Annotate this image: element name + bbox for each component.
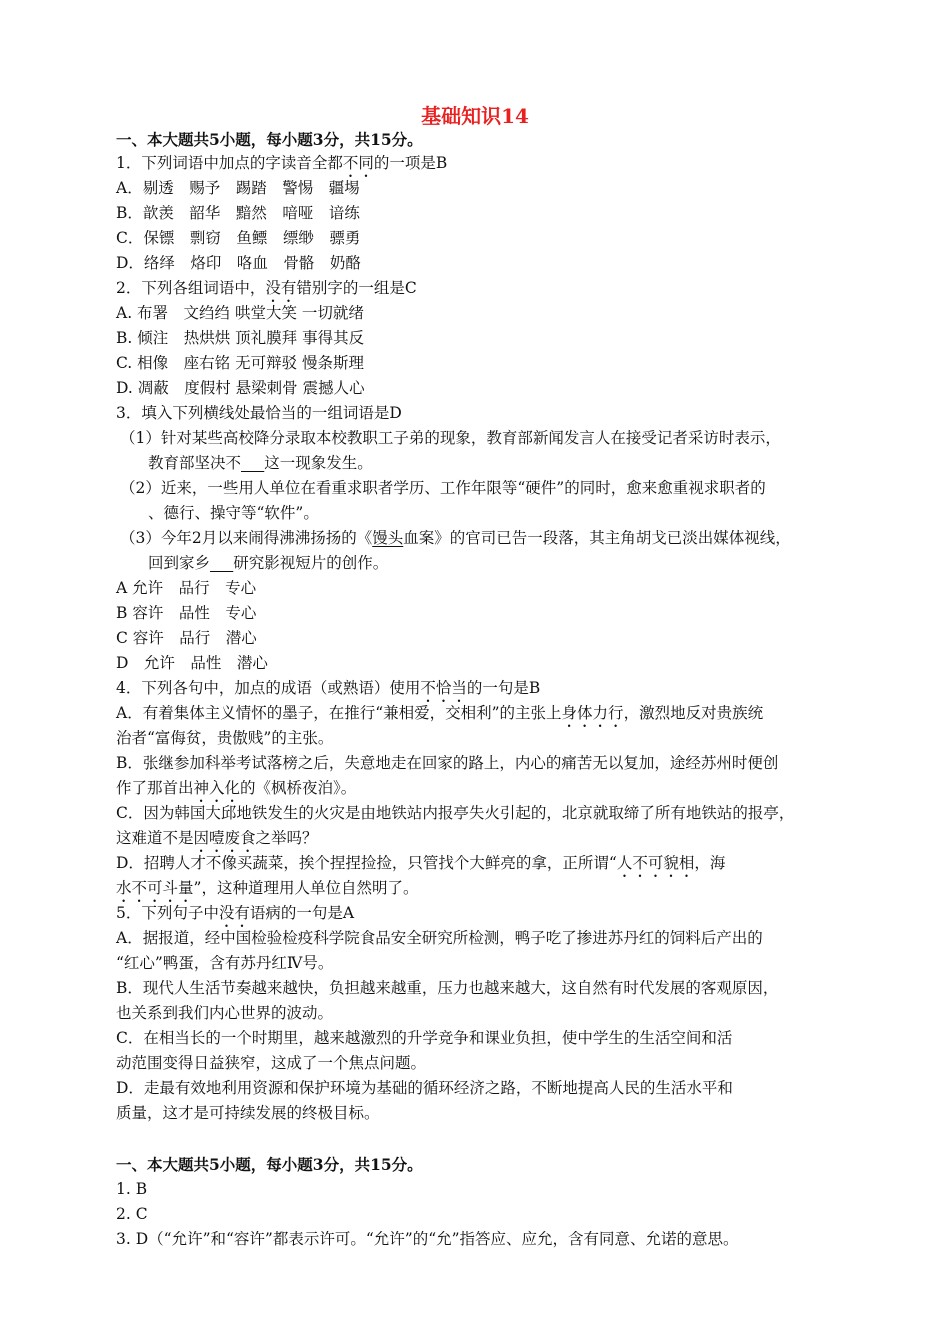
question-3-sentence-3-cont: 回到家乡 研究影视短片的创作。 [148,554,389,572]
question-2-option-d: D. 凋蔽 度假村 悬梁刺骨 震撼人心 [116,379,365,397]
question-4-option-d-cont: 水不可斗量”，这种道理用人单位自然明了。 [116,879,419,897]
question-5-option-c: C．在相当长的一个时期里，越来越激烈的升学竞争和课业负担，使中学生的生活空间和活 [116,1029,733,1047]
question-2-stem: 2．下列各组词语中，没有错别字的一组是C [116,279,417,297]
question-1-option-c: C．保镖 剽窃 鱼鳔 缥缈 骠勇 [116,229,361,247]
emphasis-dotted-text: 不同 [342,154,374,172]
question-3-option-b: B 容许 品性 专心 [116,604,257,622]
question-3-option-a: A 允许 品行 专心 [116,579,257,597]
question-2-option-c: C. 相像 座右铭 无可辩驳 慢条斯理 [116,354,365,372]
question-4-option-b-cont: 作了那首出神入化的《枫桥夜泊》。 [116,779,357,797]
question-3-stem: 3．填入下列横线处最恰当的一组词语是D [116,404,402,422]
question-2-option-b: B. 倾注 热烘烘 顶礼膜拜 事得其反 [116,329,365,347]
question-4-option-a-cont: 治者“富侮贫，贵傲贱”的主张。 [116,729,334,747]
emphasis-dotted-text: 没有 [218,904,250,922]
question-5-option-a: A．据报道，经中国检验检疫科学院食品安全研究所检测，鸭子吃了掺进苏丹红的饲料后产出的 [116,929,763,947]
question-4-option-b: B．张继参加科举考试落榜之后，失意地走在回家的路上，内心的痛苦无以复加，途经苏州时便创 [116,754,779,772]
question-4-option-c-cont: 这难道不是因噎废食之举吗？ [116,829,318,847]
emphasis-dotted-text: 没有 [265,279,297,297]
question-5-option-d: D．走最有效地利用资源和保护环境为基础的循环经济之路，不断地提高人民的生活水平和 [116,1079,733,1097]
question-5-option-c-cont: 动范围变得日益狭窄，这成了一个焦点问题。 [116,1054,427,1072]
blank-line [241,454,264,472]
question-3-sentence-1: （1）针对某些高校降分录取本校教职工子弟的现象，教育部新闻发言人在接受记者采访时表示， [120,429,781,447]
question-1-option-b: B．歆羡 韶华 黯然 喑哑 谙练 [116,204,360,222]
section-header: 一、本大题共5小题，每小题3分，共15分。 [116,130,423,149]
question-5-option-b: B．现代人生活节奏越来越快，负担越来越重，压力也越来越大，这自然有时代发展的客观原因， [116,979,779,997]
question-2-option-a: A. 布署 文绉绉 哄堂大笑 一切就绪 [116,304,364,322]
question-3-sentence-1-cont: 教育部坚决不 这一现象发生。 [148,454,373,472]
page-title: 基础知识14 [421,104,529,128]
question-4-stem: 4．下列各句中，加点的成语（或熟语）使用不恰当的一句是B [116,679,541,697]
question-3-sentence-3: （3）今年2月以来闹得沸沸扬扬的《馒头血案》的官司已告一段落，其主角胡戈已淡出媒体视线， [120,529,791,547]
question-3-option-c: C 容许 品行 潜心 [116,629,257,647]
question-5-option-a-cont: “红心”鸭蛋，含有苏丹红Ⅳ号。 [116,954,334,972]
question-5-option-d-cont: 质量，这才是可持续发展的终极目标。 [116,1104,380,1122]
question-4-option-c: C．因为韩国大邱地铁发生的火灾是由地铁站内报亭失火引起的，北京就取缔了所有地铁站的报亭， [116,804,795,822]
answer-2: 2. C [116,1205,148,1223]
answer-1: 1. B [116,1180,148,1198]
question-4-option-a: A．有着集体主义情怀的墨子，在推行“兼相爱，交相利”的主张上身体力行，激烈地反对贵族统 [116,704,764,722]
question-5-stem: 5．下列句子中没有语病的一句是A [116,904,355,922]
answer-3: 3. D（“允许”和“容许”都表示许可。“允许”的“允”指答应、应允，含有同意、允诺的意思。 [116,1230,739,1248]
emphasis-dotted-text: 不恰当 [420,679,467,697]
answers-header: 一、本大题共5小题，每小题3分，共15分。 [116,1155,423,1174]
question-1-option-a: A．剔透 赐予 踢踏 警惕 疆埸 [116,179,360,197]
question-5-option-b-cont: 也关系到我们内心世界的波动。 [116,1004,334,1022]
question-4-option-d: D．招聘人才不像买蔬菜，挨个捏捏捡捡，只管找个大鲜亮的拿，正所谓“人不可貌相，海 [116,854,726,872]
question-3-sentence-2: （2）近来，一些用人单位在看重求职者学历、工作年限等“硬件”的同时，愈来愈重视求职者的 [120,479,766,497]
question-3-option-d: D 允许 品性 潜心 [116,654,268,672]
blank-line [210,554,233,572]
question-3-sentence-2-cont: 、德行、操守等“软件”。 [148,504,319,522]
question-1-stem: 1．下列词语中加点的字读音全都不同的一项是B [116,154,448,172]
question-1-option-d: D．络绎 烙印 咯血 骨骼 奶酪 [116,254,361,272]
